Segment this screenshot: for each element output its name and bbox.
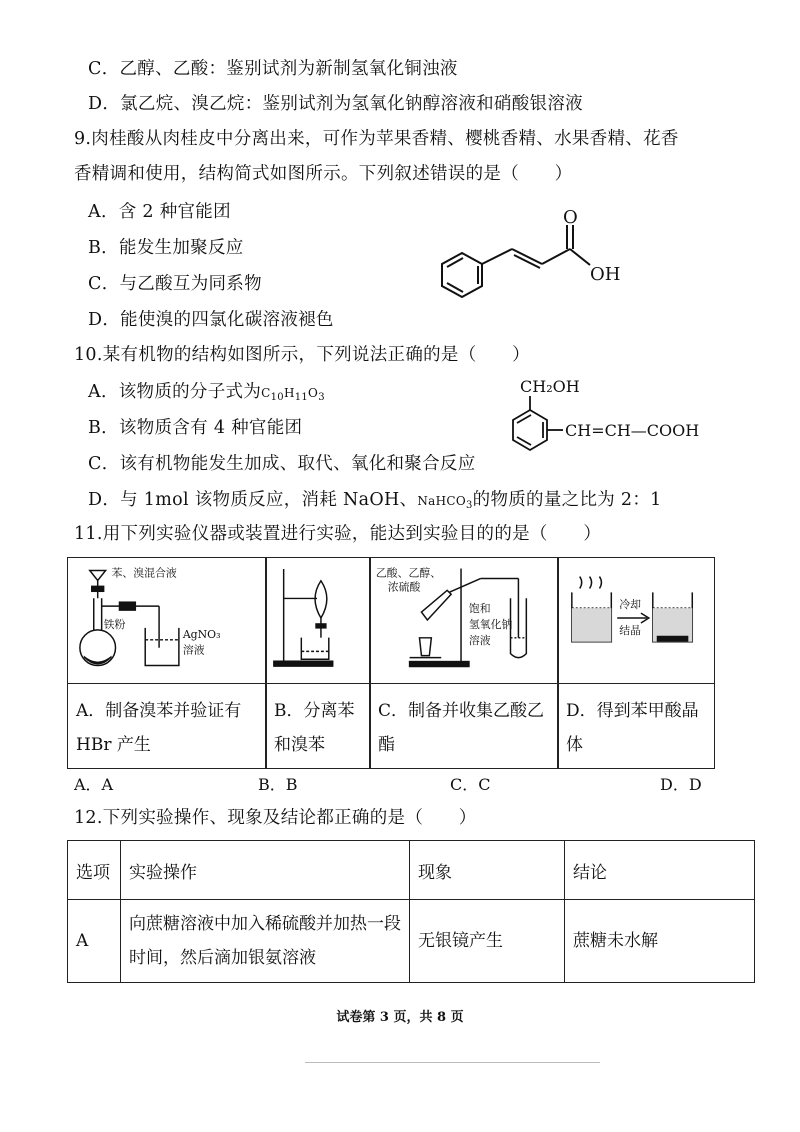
formula-c: C [261,386,271,400]
iron-powder-label: 铁粉 [103,617,126,631]
q11-stem: 11.用下列实验仪器或装置进行实验，能达到实验目的的是（ ） [74,524,602,544]
apparatus-d-caption: D．得到苯甲酸晶体 [558,683,714,770]
apparatus-cell-b [265,557,371,769]
q10-option-d [88,488,662,518]
q9-stem-line2: 香精调和使用，结构简式如图所示。下列叙述错误的是（ ） [74,164,573,184]
reagents-label: 乙酸、乙醇、 [375,566,442,580]
q9-option-b: B．能发生加聚反应 [88,238,244,258]
separatory-funnel-drawing [266,558,370,683]
apparatus-table [67,557,715,769]
apparatus-a-caption: A．制备溴苯并验证有 HBr 产生 [68,683,266,770]
formula-o-count: 3 [318,392,325,403]
row-a-option: A [68,900,121,983]
q11-answer-c: C．C [450,775,491,794]
naoh-label: 氢氧化钠 [468,617,513,631]
q9-option-a: A．含 2 种官能团 [88,202,231,222]
q10-stem: 10.某有机物的结构如图所示，下列说法正确的是（ ） [74,345,530,365]
ethyl-acetate-apparatus-drawing [370,558,558,683]
formula-c-count: 10 [270,392,284,403]
formula-o: O [308,386,319,400]
agno3-label: AgNO₃ [182,627,221,641]
cool-label: 冷却 [619,598,641,612]
carbonyl-o-label: O [563,207,578,228]
q8-option-d: D．氯乙烷、溴乙烷：鉴别试剂为氢氧化钠醇溶液和硝酸银溶液 [88,94,583,114]
q9-option-d: D．能使溴的四氯化碳溶液褪色 [88,310,334,330]
scan-artifact-line [305,1062,600,1063]
apparatus-b-caption: B．分离苯和溴苯 [266,683,370,770]
header-operation: 实验操作 [121,841,410,900]
nahco3-label: NaHCO [417,494,466,508]
q11-answer-a: A．A [74,775,114,794]
crystallization-drawing [558,558,714,683]
nahco3-subscript: 3 [465,500,473,511]
apparatus-cell-c [369,557,559,769]
side-chain-label: CH=CH—COOH [565,421,700,440]
solution-label: 溶液 [468,633,491,647]
header-conclusion: 结论 [565,841,755,900]
header-option: 选项 [68,841,121,900]
q11-answer-d: D．D [660,775,702,794]
row-a-operation: 向蔗糖溶液中加入稀硫酸并加热一段时间，然后滴加银氨溶液 [121,900,410,983]
benzene-bromine-label: 苯、溴混合液 [111,566,177,580]
apparatus-c-caption: C．制备并收集乙酸乙酯 [370,683,558,770]
q10-option-b: B．该物质含有 4 种官能团 [88,418,303,438]
q10-option-d-text: D．与 1mol 该物质反应，消耗 NaOH、 [88,490,418,510]
sulfuric-acid-label: 浓硫酸 [387,580,421,594]
agno3-solution-label: 溶液 [182,643,205,657]
hydroxyl-label: OH [590,264,621,285]
row-a-phenomenon: 无银镜产生 [410,900,565,983]
q8-option-c: C．乙醇、乙酸：鉴别试剂为新制氢氧化铜浊液 [88,59,458,79]
q10-option-d-tail: 的物质的量之比为 2：1 [472,490,662,510]
cinnamic-acid-structure [430,205,650,315]
q10-molecule-structure [500,370,710,460]
ch2oh-label: CH₂OH [520,377,580,396]
page-footer: 试卷第 3 页，共 8 页 [336,1010,464,1025]
formula-h-count: 11 [294,392,309,403]
q12-table [67,840,755,983]
apparatus-cell-d [557,557,715,769]
bromobenzene-apparatus-drawing [68,558,266,683]
crystallize-label: 结晶 [619,623,641,637]
q12-stem: 12.下列实验操作、现象及结论都正确的是（ ） [74,808,477,828]
formula-h: H [283,386,295,400]
q10-option-c: C．该有机物能发生加成、取代、氧化和聚合反应 [88,454,476,474]
row-a-conclusion: 蔗糖未水解 [565,900,755,983]
q10-option-a [88,380,325,410]
apparatus-cell-a [67,557,267,769]
header-phenomenon: 现象 [410,841,565,900]
q12-table-header [68,841,755,900]
saturated-label: 饱和 [468,602,491,616]
q9-option-c: C．与乙酸互为同系物 [88,274,262,294]
q9-stem-line1: 9.肉桂酸从肉桂皮中分离出来，可作为苹果香精、樱桃香精、水果香精、花香 [74,129,679,149]
q10-option-a-text: A．该物质的分子式为 [88,382,262,402]
q11-answer-b: B．B [258,775,298,794]
table-row [68,900,755,983]
